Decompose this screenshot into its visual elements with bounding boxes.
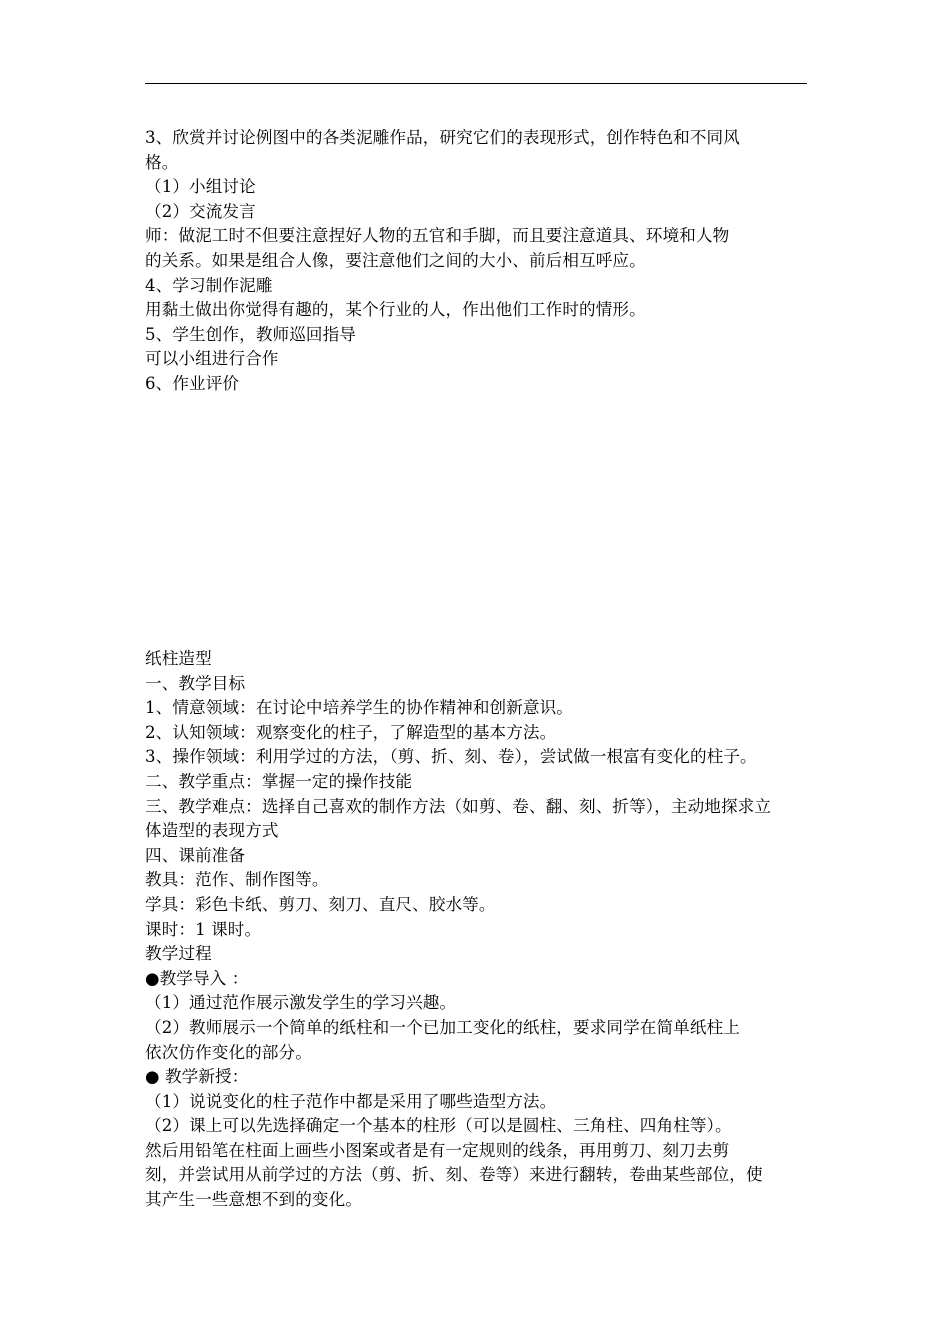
text-line: 依次仿作变化的部分。 xyxy=(145,1042,312,1062)
text-line: 其产生一些意想不到的变化。 xyxy=(145,1190,363,1210)
text-line: 教具：范作、制作图等。 xyxy=(145,870,329,890)
header-rule xyxy=(145,83,807,84)
text-line: 的关系。如果是组合人像，要注意他们之间的大小、前后相互呼应。 xyxy=(145,250,646,270)
text-line: （1）通过范作展示激发学生的学习兴趣。 xyxy=(145,993,457,1013)
text-line: （2）课上可以先选择确定一个基本的柱形（可以是圆柱、三角柱、四角柱等）。 xyxy=(145,1116,732,1136)
text-line: 1、情意领域：在讨论中培养学生的协作精神和创新意识。 xyxy=(145,698,573,718)
text-line: 6、作业评价 xyxy=(145,373,240,393)
text-line: 体造型的表现方式 xyxy=(145,821,279,841)
text-line: 刻，并尝试用从前学过的方法（剪、折、刻、卷等）来进行翻转，卷曲某些部位，使 xyxy=(145,1165,763,1185)
text-line: 师：做泥工时不但要注意捏好人物的五官和手脚，而且要注意道具、环境和人物 xyxy=(145,226,730,246)
section-title: 纸柱造型 xyxy=(145,649,212,668)
text-line: 2、认知领域：观察变化的柱子，了解造型的基本方法。 xyxy=(145,722,557,742)
text-line: 然后用铅笔在柱面上画些小图案或者是有一定规则的线条，再用剪刀、刻刀去剪 xyxy=(145,1140,730,1160)
section-clay-sculpture xyxy=(145,126,810,397)
text-line: 三、教学难点：选择自己喜欢的制作方法（如剪、卷、翻、刻、折等），主动地探求立 xyxy=(145,796,772,816)
text-line: （1）小组讨论 xyxy=(145,177,256,197)
text-line: （1）说说变化的柱子范作中都是采用了哪些造型方法。 xyxy=(145,1091,557,1111)
text-line: 课时：1 课时。 xyxy=(145,919,262,939)
text-line: 格。 xyxy=(145,152,179,172)
text-line: 4、学习制作泥雕 xyxy=(145,275,273,295)
text-line: （2）交流发言 xyxy=(145,201,256,221)
section-paper-column xyxy=(145,647,810,1213)
text-line: 可以小组进行合作 xyxy=(145,349,279,369)
text-line: ● 教学新授： xyxy=(145,1067,249,1087)
text-line: 用黏土做出你觉得有趣的，某个行业的人，作出他们工作时的情形。 xyxy=(145,300,646,320)
text-line: ●教学导入 ： xyxy=(145,968,249,988)
text-line: 四、课前准备 xyxy=(145,845,246,865)
text-line: 5、学生创作，教师巡回指导 xyxy=(145,324,356,344)
text-line: 二、教学重点：掌握一定的操作技能 xyxy=(145,771,413,791)
text-line: 3、操作领域：利用学过的方法，（剪、折、刻、卷），尝试做一根富有变化的柱子。 xyxy=(145,747,757,767)
text-line: 学具：彩色卡纸、剪刀、刻刀、直尺、胶水等。 xyxy=(145,894,496,914)
text-line: （2）教师展示一个简单的纸柱和一个已加工变化的纸柱，要求同学在简单纸柱上 xyxy=(145,1017,740,1037)
text-line: 教学过程 xyxy=(145,944,212,964)
text-line: 一、教学目标 xyxy=(145,673,246,693)
text-line: 3、欣赏并讨论例图中的各类泥雕作品，研究它们的表现形式，创作特色和不同风 xyxy=(145,128,740,147)
